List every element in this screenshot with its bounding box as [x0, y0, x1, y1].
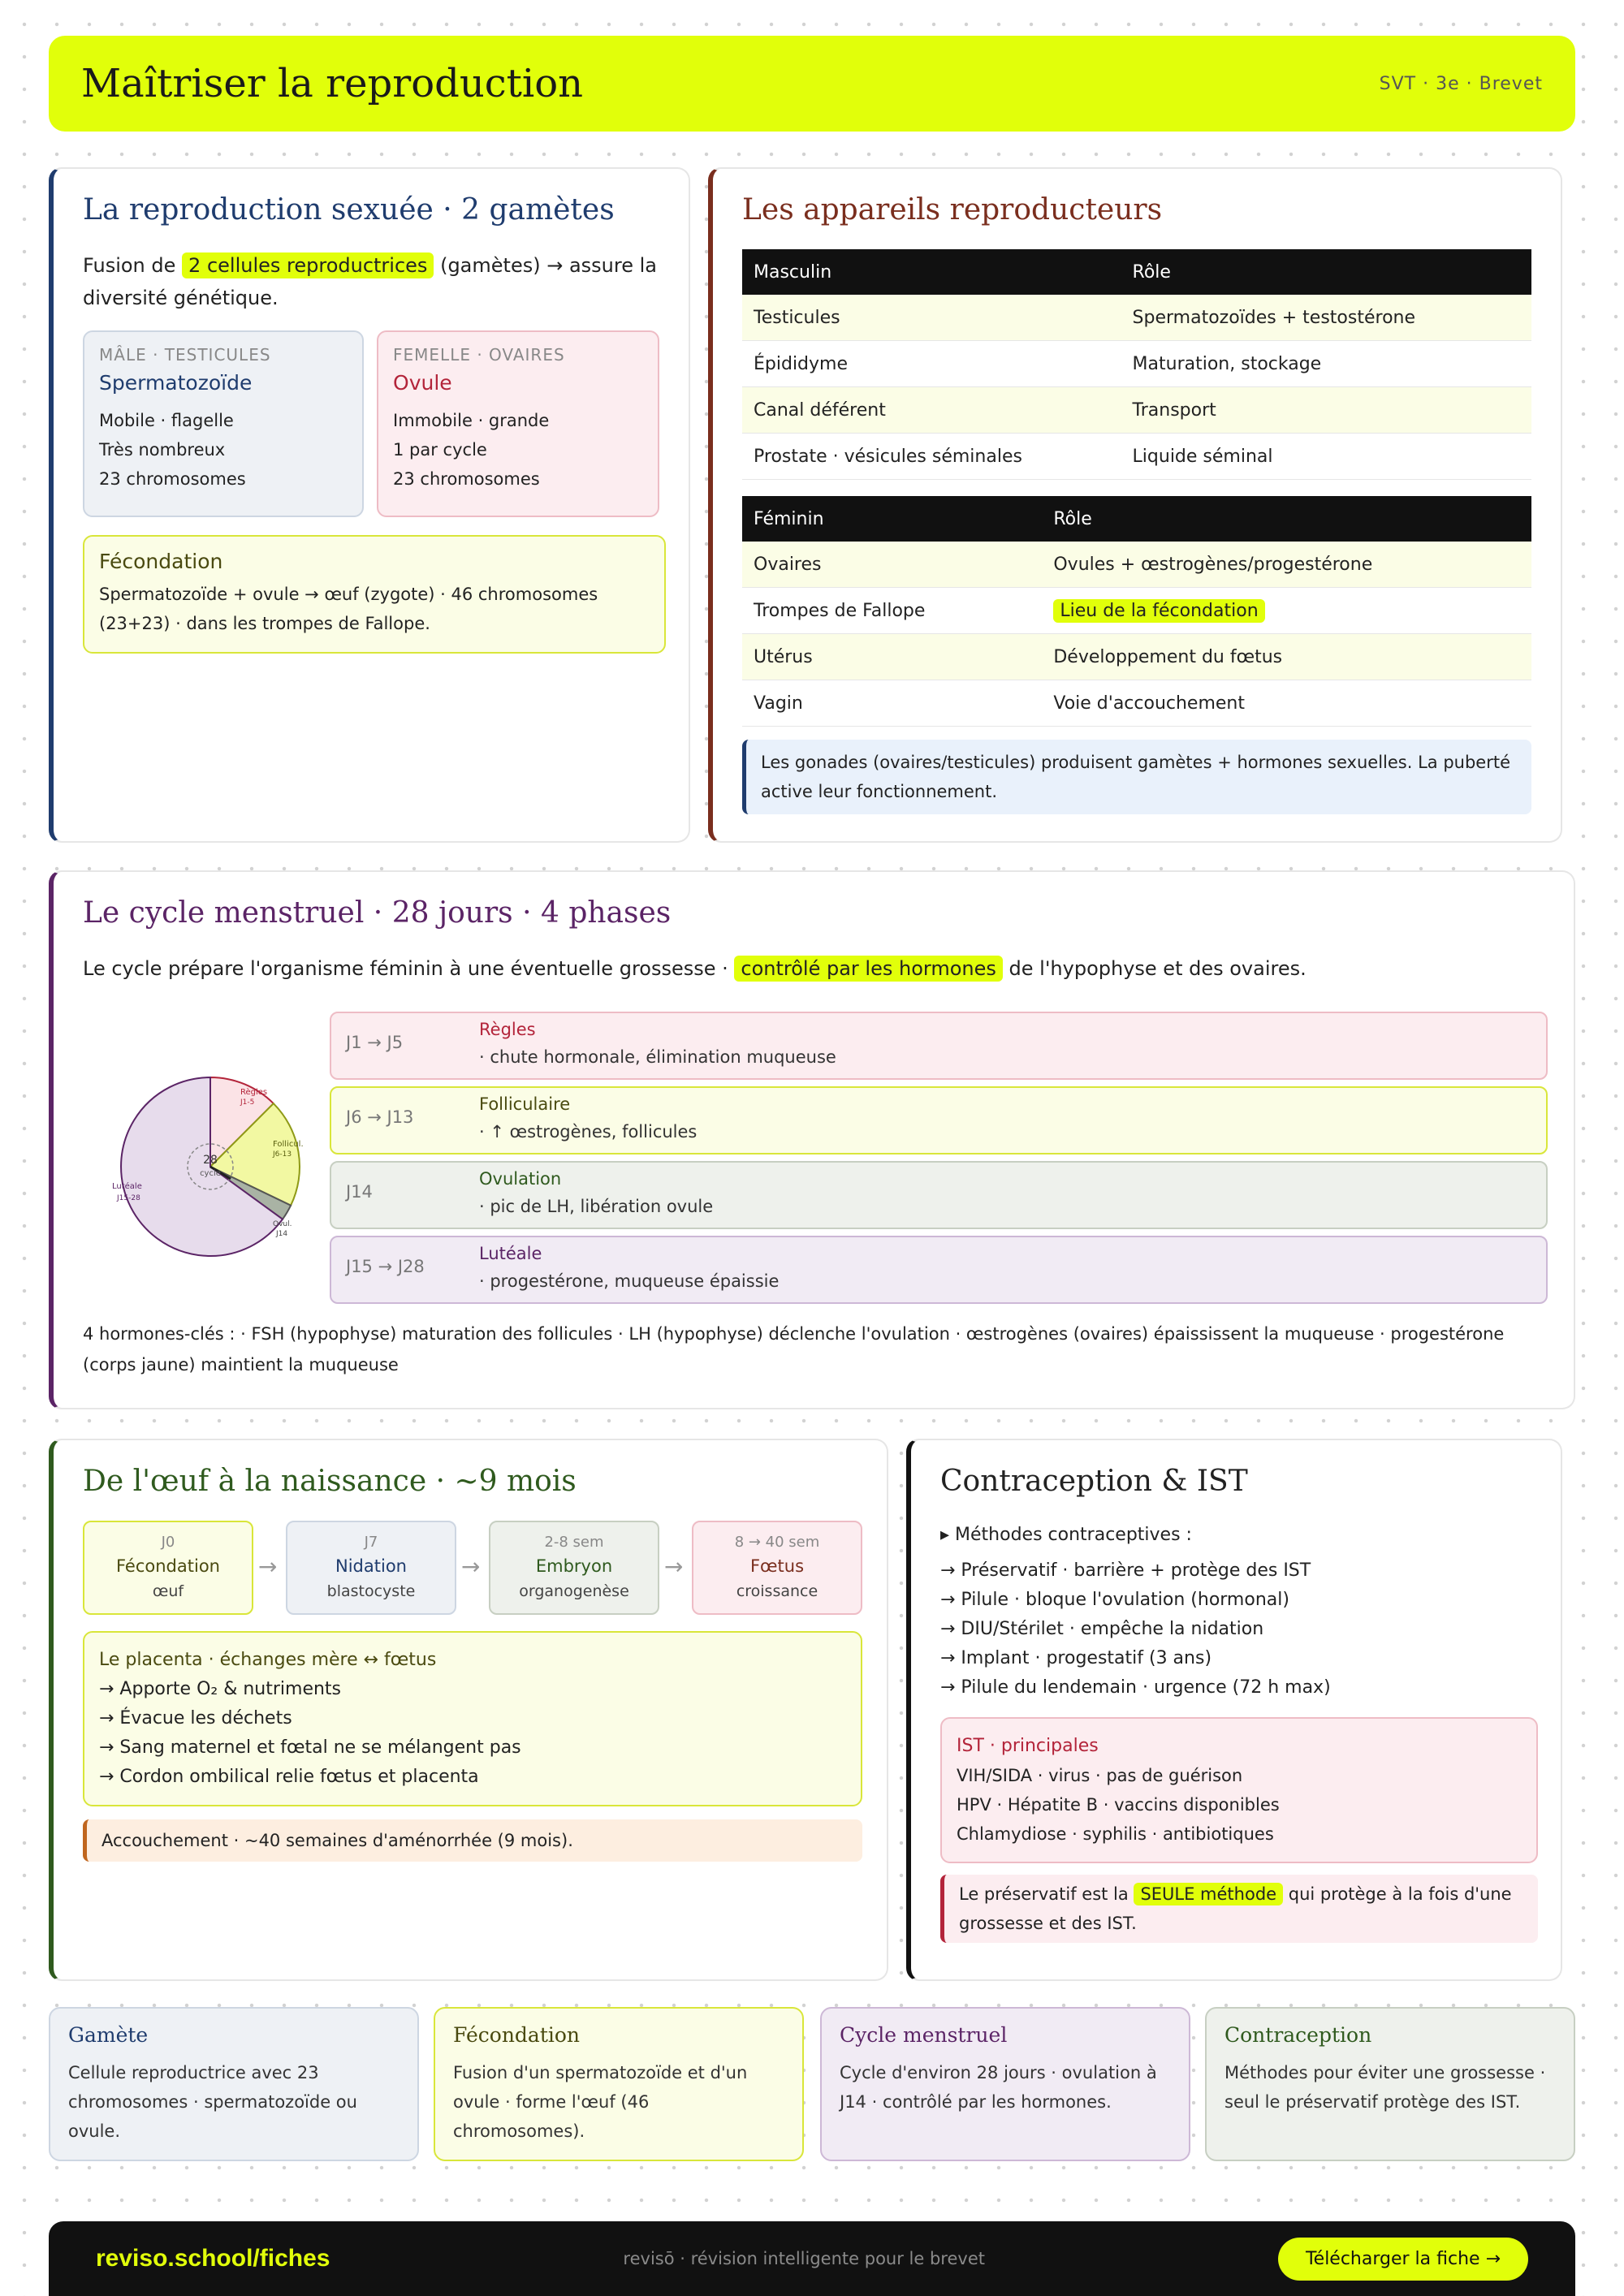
table-header: Rôle — [1042, 496, 1531, 542]
role-cell: Transport — [1121, 387, 1531, 434]
male-line: 23 chromosomes — [99, 469, 246, 489]
organ-cell: Canal déférent — [742, 387, 1121, 434]
card-reproduction-title: La reproduction sexuée · 2 gamètes — [83, 193, 615, 227]
summary-text: Cellule reproductrice avec 23 chromosomes · spermatozoïde ou ovule. — [68, 2063, 357, 2141]
warning-after: qui protège à la fois d'une grossesse et des IST. — [959, 1884, 1512, 1933]
table-header: Rôle — [1121, 249, 1531, 295]
fecondation-box — [83, 535, 666, 654]
ist-title: IST · principales — [957, 1736, 1099, 1756]
role-highlight: Lieu de la fécondation — [1053, 599, 1264, 623]
card-cycle-title: Le cycle menstruel · 28 jours · 4 phases — [83, 896, 672, 930]
male-organs-table — [742, 249, 1531, 480]
arrow-right-icon: → — [664, 1553, 684, 1580]
step-name: Embryon — [535, 1556, 613, 1576]
phase-desc: · pic de LH, libération ovule — [479, 1197, 714, 1216]
female-label: FEMELLE · OVAIRES — [393, 345, 565, 365]
summary-title: Cycle menstruel — [840, 2023, 1008, 2047]
male-label: MÂLE · TESTICULES — [99, 345, 271, 365]
timeline — [83, 1521, 857, 1615]
placenta-title: Le placenta · échanges mère ↔ fœtus — [99, 1650, 437, 1670]
step-when: J7 — [364, 1534, 378, 1551]
male-gamete-box — [83, 330, 364, 517]
repro-intro — [83, 249, 659, 314]
organ-cell: Prostate · vésicules séminales — [742, 434, 1121, 480]
repro-intro-before: Fusion de — [83, 254, 176, 277]
summary-card-gamete — [49, 2007, 419, 2161]
timeline-step-fecondation — [83, 1521, 253, 1615]
step-when: J0 — [161, 1534, 175, 1551]
phase-name: Règles — [479, 1020, 536, 1039]
cycle-intro — [83, 952, 1544, 985]
step-sub: œuf — [152, 1582, 184, 1600]
pie-days-ovulation: J14 — [276, 1230, 288, 1238]
summary-title: Fécondation — [453, 2023, 581, 2047]
organ-cell: Vagin — [742, 680, 1042, 727]
summary-text: Cycle d'environ 28 jours · ovulation à J14 · contrôlé par les hormones. — [840, 2063, 1157, 2112]
phase-days: J6 → J13 — [346, 1107, 414, 1127]
female-line: 1 par cycle — [393, 440, 487, 460]
role-cell: Liquide séminal — [1121, 434, 1531, 480]
footer-tagline: revisō · révision intelligente pour le brevet — [623, 2249, 985, 2268]
timeline-step-foetus — [692, 1521, 862, 1615]
fecondation-title: Fécondation — [99, 550, 223, 573]
summary-text: Fusion d'un spermatozoïde et d'un ovule · forme l'œuf (46 chromosomes). — [453, 2063, 748, 2141]
accouchement-note — [83, 1819, 862, 1862]
cycle-pie-chart — [101, 1057, 320, 1276]
ist-box — [940, 1717, 1538, 1863]
phase-desc: · progestérone, muqueuse épaissie — [479, 1271, 780, 1291]
organ-cell: Testicules — [742, 295, 1121, 341]
card-cycle — [49, 870, 1575, 1409]
cycle-intro-before: Le cycle prépare l'organisme féminin à une éventuelle grossesse · — [83, 957, 728, 980]
phase-days: J15 → J28 — [346, 1257, 425, 1276]
placenta-list — [99, 1675, 846, 1792]
phase-name: Lutéale — [479, 1244, 542, 1263]
female-title: Ovule — [393, 371, 452, 395]
repro-intro-after: (gamètes) → assure la diversité génétique. — [83, 254, 657, 309]
step-when: 8 → 40 sem — [734, 1534, 820, 1551]
female-gamete-box — [377, 330, 659, 517]
page-footer — [49, 2221, 1575, 2296]
pie-center-number: 28 — [203, 1154, 218, 1167]
phase-luteale — [330, 1236, 1548, 1304]
pie-label-folliculaire: Follicul. — [273, 1140, 304, 1149]
phase-ovulation — [330, 1161, 1548, 1229]
ist-line: Chlamydiose · syphilis · antibiotiques — [957, 1824, 1274, 1844]
card-contraception — [906, 1439, 1562, 1981]
pie-days-luteale: J15-28 — [117, 1194, 140, 1202]
table-row — [742, 634, 1531, 680]
gonades-note — [742, 740, 1531, 814]
phase-days: J14 — [346, 1182, 373, 1202]
fecondation-text: Spermatozoïde + ovule → œuf (zygote) · 46 chromosomes (23+23) · dans les trompes de Fallope. — [99, 585, 598, 633]
page-title: Maîtriser la reproduction — [81, 61, 584, 106]
ist-line: HPV · Hépatite B · vaccins disponibles — [957, 1795, 1280, 1815]
cycle-intro-highlight: contrôlé par les hormones — [734, 956, 1002, 982]
female-organs-table — [742, 496, 1531, 727]
preservatif-warning — [940, 1875, 1538, 1943]
organ-cell: Épididyme — [742, 341, 1121, 387]
table-row — [742, 341, 1531, 387]
timeline-step-embryon — [489, 1521, 659, 1615]
role-cell: Spermatozoïdes + testostérone — [1121, 295, 1531, 341]
hormones-summary: 4 hormones-clés : · FSH (hypophyse) maturation des follicules · LH (hypophyse) déclenche l'ovulation · œstrogènes (ovaires) épaississent la muqueuse · progestérone (corps jaune) maintient la muqueuse — [83, 1324, 1505, 1375]
list-item: → Cordon ombilical relie fœtus et placenta — [99, 1767, 479, 1787]
table-row — [742, 680, 1531, 727]
summary-title: Gamète — [68, 2023, 149, 2047]
phase-days: J1 → J5 — [346, 1033, 404, 1052]
step-sub: blastocyste — [326, 1582, 416, 1600]
step-name: Nidation — [335, 1556, 407, 1576]
warning-before: Le préservatif est la — [959, 1884, 1129, 1904]
step-name: Fécondation — [116, 1556, 220, 1576]
list-item: → Implant · progestatif (3 ans) — [940, 1648, 1212, 1668]
arrow-right-icon: → — [258, 1553, 278, 1580]
phase-desc: · ↑ œstrogènes, follicules — [479, 1122, 698, 1142]
male-line: Mobile · flagelle — [99, 411, 234, 430]
male-title: Spermatozoïde — [99, 371, 253, 395]
list-item: → Évacue les déchets — [99, 1708, 292, 1728]
male-line: Très nombreux — [99, 440, 226, 460]
warning-highlight: SEULE méthode — [1134, 1883, 1283, 1905]
timeline-step-nidation — [286, 1521, 456, 1615]
placenta-box — [83, 1631, 862, 1806]
card-naissance-title: De l'œuf à la naissance · ~9 mois — [83, 1465, 577, 1498]
list-item: → Apporte O₂ & nutriments — [99, 1679, 342, 1699]
pie-days-regles: J1-5 — [240, 1098, 255, 1107]
card-appareils — [708, 167, 1562, 843]
list-item: → Pilule du lendemain · urgence (72 h max) — [940, 1677, 1331, 1698]
table-row — [742, 588, 1531, 634]
list-item: → DIU/Stérilet · empêche la nidation — [940, 1619, 1264, 1639]
card-reproduction — [49, 167, 690, 843]
organ-cell: Trompes de Fallope — [742, 588, 1042, 634]
table-header: Féminin — [742, 496, 1042, 542]
summary-title: Contraception — [1224, 2023, 1372, 2047]
download-button[interactable]: Télécharger la fiche → — [1278, 2238, 1528, 2281]
role-cell: Maturation, stockage — [1121, 341, 1531, 387]
role-cell — [1042, 588, 1531, 634]
female-line: Immobile · grande — [393, 411, 550, 430]
cycle-intro-after: de l'hypophyse et des ovaires. — [1009, 957, 1307, 980]
female-line: 23 chromosomes — [393, 469, 540, 489]
table-header: Masculin — [742, 249, 1121, 295]
table-row — [742, 542, 1531, 588]
footer-site-link[interactable]: reviso.school/fiches — [96, 2245, 330, 2272]
summary-card-cycle — [820, 2007, 1190, 2161]
header-meta: SVT · 3e · Brevet — [1379, 73, 1543, 94]
ist-line: VIH/SIDA · virus · pas de guérison — [957, 1766, 1243, 1785]
phase-regles — [330, 1012, 1548, 1080]
table-row — [742, 295, 1531, 341]
accouchement-text: Accouchement · ~40 semaines d'aménorrhée (9 mois). — [102, 1831, 573, 1850]
phase-name: Ovulation — [479, 1169, 562, 1189]
phase-folliculaire — [330, 1086, 1548, 1154]
role-cell: Développement du fœtus — [1042, 634, 1531, 680]
table-row — [742, 387, 1531, 434]
summary-card-fecondation — [434, 2007, 804, 2161]
gonades-note-text: Les gonades (ovaires/testicules) produisent gamètes + hormones sexuelles. La puberté active leur fonctionnement. — [761, 753, 1510, 801]
list-item: → Pilule · bloque l'ovulation (hormonal) — [940, 1590, 1289, 1610]
methods-title: ▸ Méthodes contraceptives : — [940, 1525, 1192, 1545]
card-naissance — [49, 1439, 888, 1981]
arrow-right-icon: → — [461, 1553, 481, 1580]
phase-desc: · chute hormonale, élimination muqueuse — [479, 1047, 836, 1067]
role-cell: Voie d'accouchement — [1042, 680, 1531, 727]
phase-name: Folliculaire — [479, 1094, 571, 1114]
pie-center-label: cycle — [200, 1169, 221, 1178]
organ-cell: Utérus — [742, 634, 1042, 680]
page-header — [49, 36, 1575, 132]
pie-label-ovulation: Ovul. — [273, 1220, 292, 1228]
step-when: 2-8 sem — [544, 1534, 604, 1551]
summary-card-contraception — [1205, 2007, 1575, 2161]
role-cell: Ovules + œstrogènes/progestérone — [1042, 542, 1531, 588]
pie-label-regles: Règles — [240, 1088, 268, 1097]
organ-cell: Ovaires — [742, 542, 1042, 588]
pie-days-folliculaire: J6-13 — [273, 1150, 292, 1159]
card-contraception-title: Contraception & IST — [940, 1465, 1248, 1498]
table-row — [742, 434, 1531, 480]
step-sub: croissance — [736, 1582, 818, 1600]
methods-list — [940, 1556, 1531, 1703]
pie-label-luteale: Lutéale — [112, 1182, 142, 1191]
step-name: Fœtus — [749, 1556, 805, 1576]
list-item: → Préservatif · barrière + protège des IST — [940, 1560, 1311, 1581]
summary-text: Méthodes pour éviter une grossesse · seul le préservatif protège des IST. — [1224, 2063, 1546, 2112]
list-item: → Sang maternel et fœtal ne se mélangent pas — [99, 1737, 521, 1758]
repro-intro-highlight: 2 cellules reproductrices — [182, 252, 434, 278]
step-sub: organogenèse — [519, 1582, 629, 1600]
card-appareils-title: Les appareils reproducteurs — [742, 193, 1163, 227]
